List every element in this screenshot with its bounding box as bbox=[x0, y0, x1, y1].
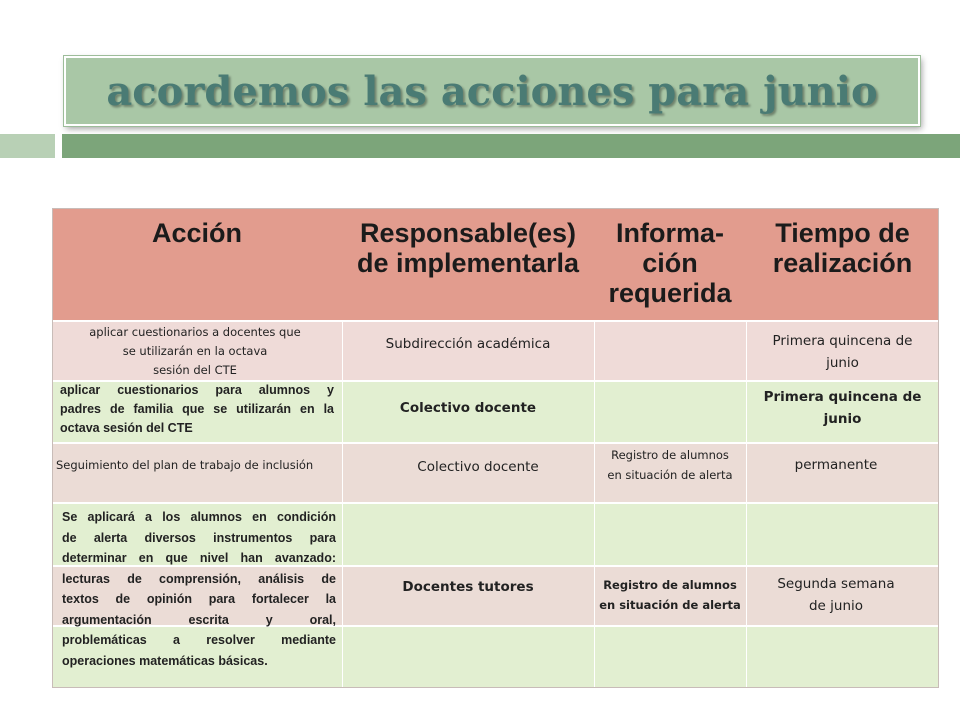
slide-title: acordemos las acciones para junio bbox=[106, 67, 878, 115]
row4-responsable bbox=[342, 572, 594, 602]
header-informacion-line2: ción bbox=[642, 248, 698, 278]
header-informacion-line1: Informa- bbox=[616, 218, 724, 248]
row2-tiempo bbox=[746, 386, 939, 430]
row1-responsable bbox=[342, 328, 594, 360]
row3-responsable bbox=[348, 452, 608, 482]
row2-responsable bbox=[342, 392, 594, 424]
row2-tiempo-line2: junio bbox=[823, 411, 862, 427]
row3-informacion-line2: en situación de alerta bbox=[607, 468, 733, 482]
header-responsable-line2: de implementarla bbox=[356, 248, 580, 278]
accent-bar-left bbox=[0, 134, 55, 158]
row2-accion-line1: aplicar cuestionarios para alumnos y bbox=[60, 383, 334, 397]
row3-tiempo-text: permanente bbox=[794, 457, 878, 473]
row2-responsable-text: Colectivo docente bbox=[399, 400, 537, 416]
row3-informacion-line1: Registro de alumnos bbox=[611, 448, 729, 462]
row1-accion-line1: aplicar cuestionarios a docentes que bbox=[89, 324, 301, 339]
row4-informacion-line2: en situación de alerta bbox=[599, 598, 741, 612]
row4-tiempo-line2: de junio bbox=[808, 598, 864, 614]
row3-tiempo bbox=[746, 452, 926, 478]
title-banner bbox=[64, 56, 920, 126]
header-tiempo-line1: Tiempo de bbox=[775, 218, 910, 248]
row4-accion-line: determinar en que nivel han avanzado: bbox=[62, 551, 336, 565]
row4-informacion-line1: Registro de alumnos bbox=[603, 578, 737, 592]
row4-accion-line: lecturas de comprensión, análisis de bbox=[62, 571, 336, 586]
row1-accion-line2: se utilizarán en la octava bbox=[122, 343, 268, 358]
row4-accion-line: problemáticas a resolver mediante bbox=[62, 633, 336, 647]
row4-accion bbox=[62, 507, 336, 671]
row1-accion bbox=[60, 322, 330, 380]
row4-accion-line: de alerta diversos instrumentos para bbox=[62, 530, 336, 545]
row4-responsable-text: Docentes tutores bbox=[402, 579, 534, 595]
row4-accion-line: Se aplicará a los alumnos en condición bbox=[62, 510, 336, 524]
row4-accion-line: textos de opinión para fortalecer la bbox=[62, 592, 336, 606]
header-tiempo-line2: realización bbox=[772, 248, 913, 278]
row1-tiempo-line1: Primera quincena de bbox=[772, 333, 913, 349]
row1-tiempo bbox=[746, 330, 939, 374]
header-informacion-line3: requerida bbox=[608, 278, 732, 308]
header-responsable-line1: Responsable(es) bbox=[359, 218, 577, 248]
row3-responsable-text: Colectivo docente bbox=[417, 459, 539, 475]
row4-accion-line: argumentación escrita y oral, bbox=[62, 612, 336, 627]
row3-informacion bbox=[594, 444, 746, 486]
accent-bar bbox=[62, 134, 960, 158]
row1-accion-line3: sesión del CTE bbox=[153, 362, 237, 377]
row4-informacion bbox=[594, 574, 746, 616]
row2-accion-line3: octava sesión del CTE bbox=[60, 421, 193, 435]
row4-accion-line: operaciones matemáticas básicas. bbox=[62, 653, 268, 668]
row4-tiempo bbox=[746, 572, 926, 618]
row3-accion bbox=[56, 452, 344, 478]
header-accion-label: Acción bbox=[151, 218, 243, 248]
row2-accion bbox=[60, 381, 334, 438]
row3-accion-text: Seguimiento del plan de trabajo de inclusión bbox=[56, 458, 314, 472]
row1-tiempo-line2: junio bbox=[826, 355, 859, 371]
row2-tiempo-line1: Primera quincena de bbox=[763, 389, 922, 405]
row4-tiempo-line1: Segunda semana bbox=[777, 576, 895, 592]
row2-accion-line2: padres de familia que se utilizarán en la bbox=[60, 402, 334, 416]
row1-responsable-text: Subdirección académica bbox=[385, 336, 551, 352]
